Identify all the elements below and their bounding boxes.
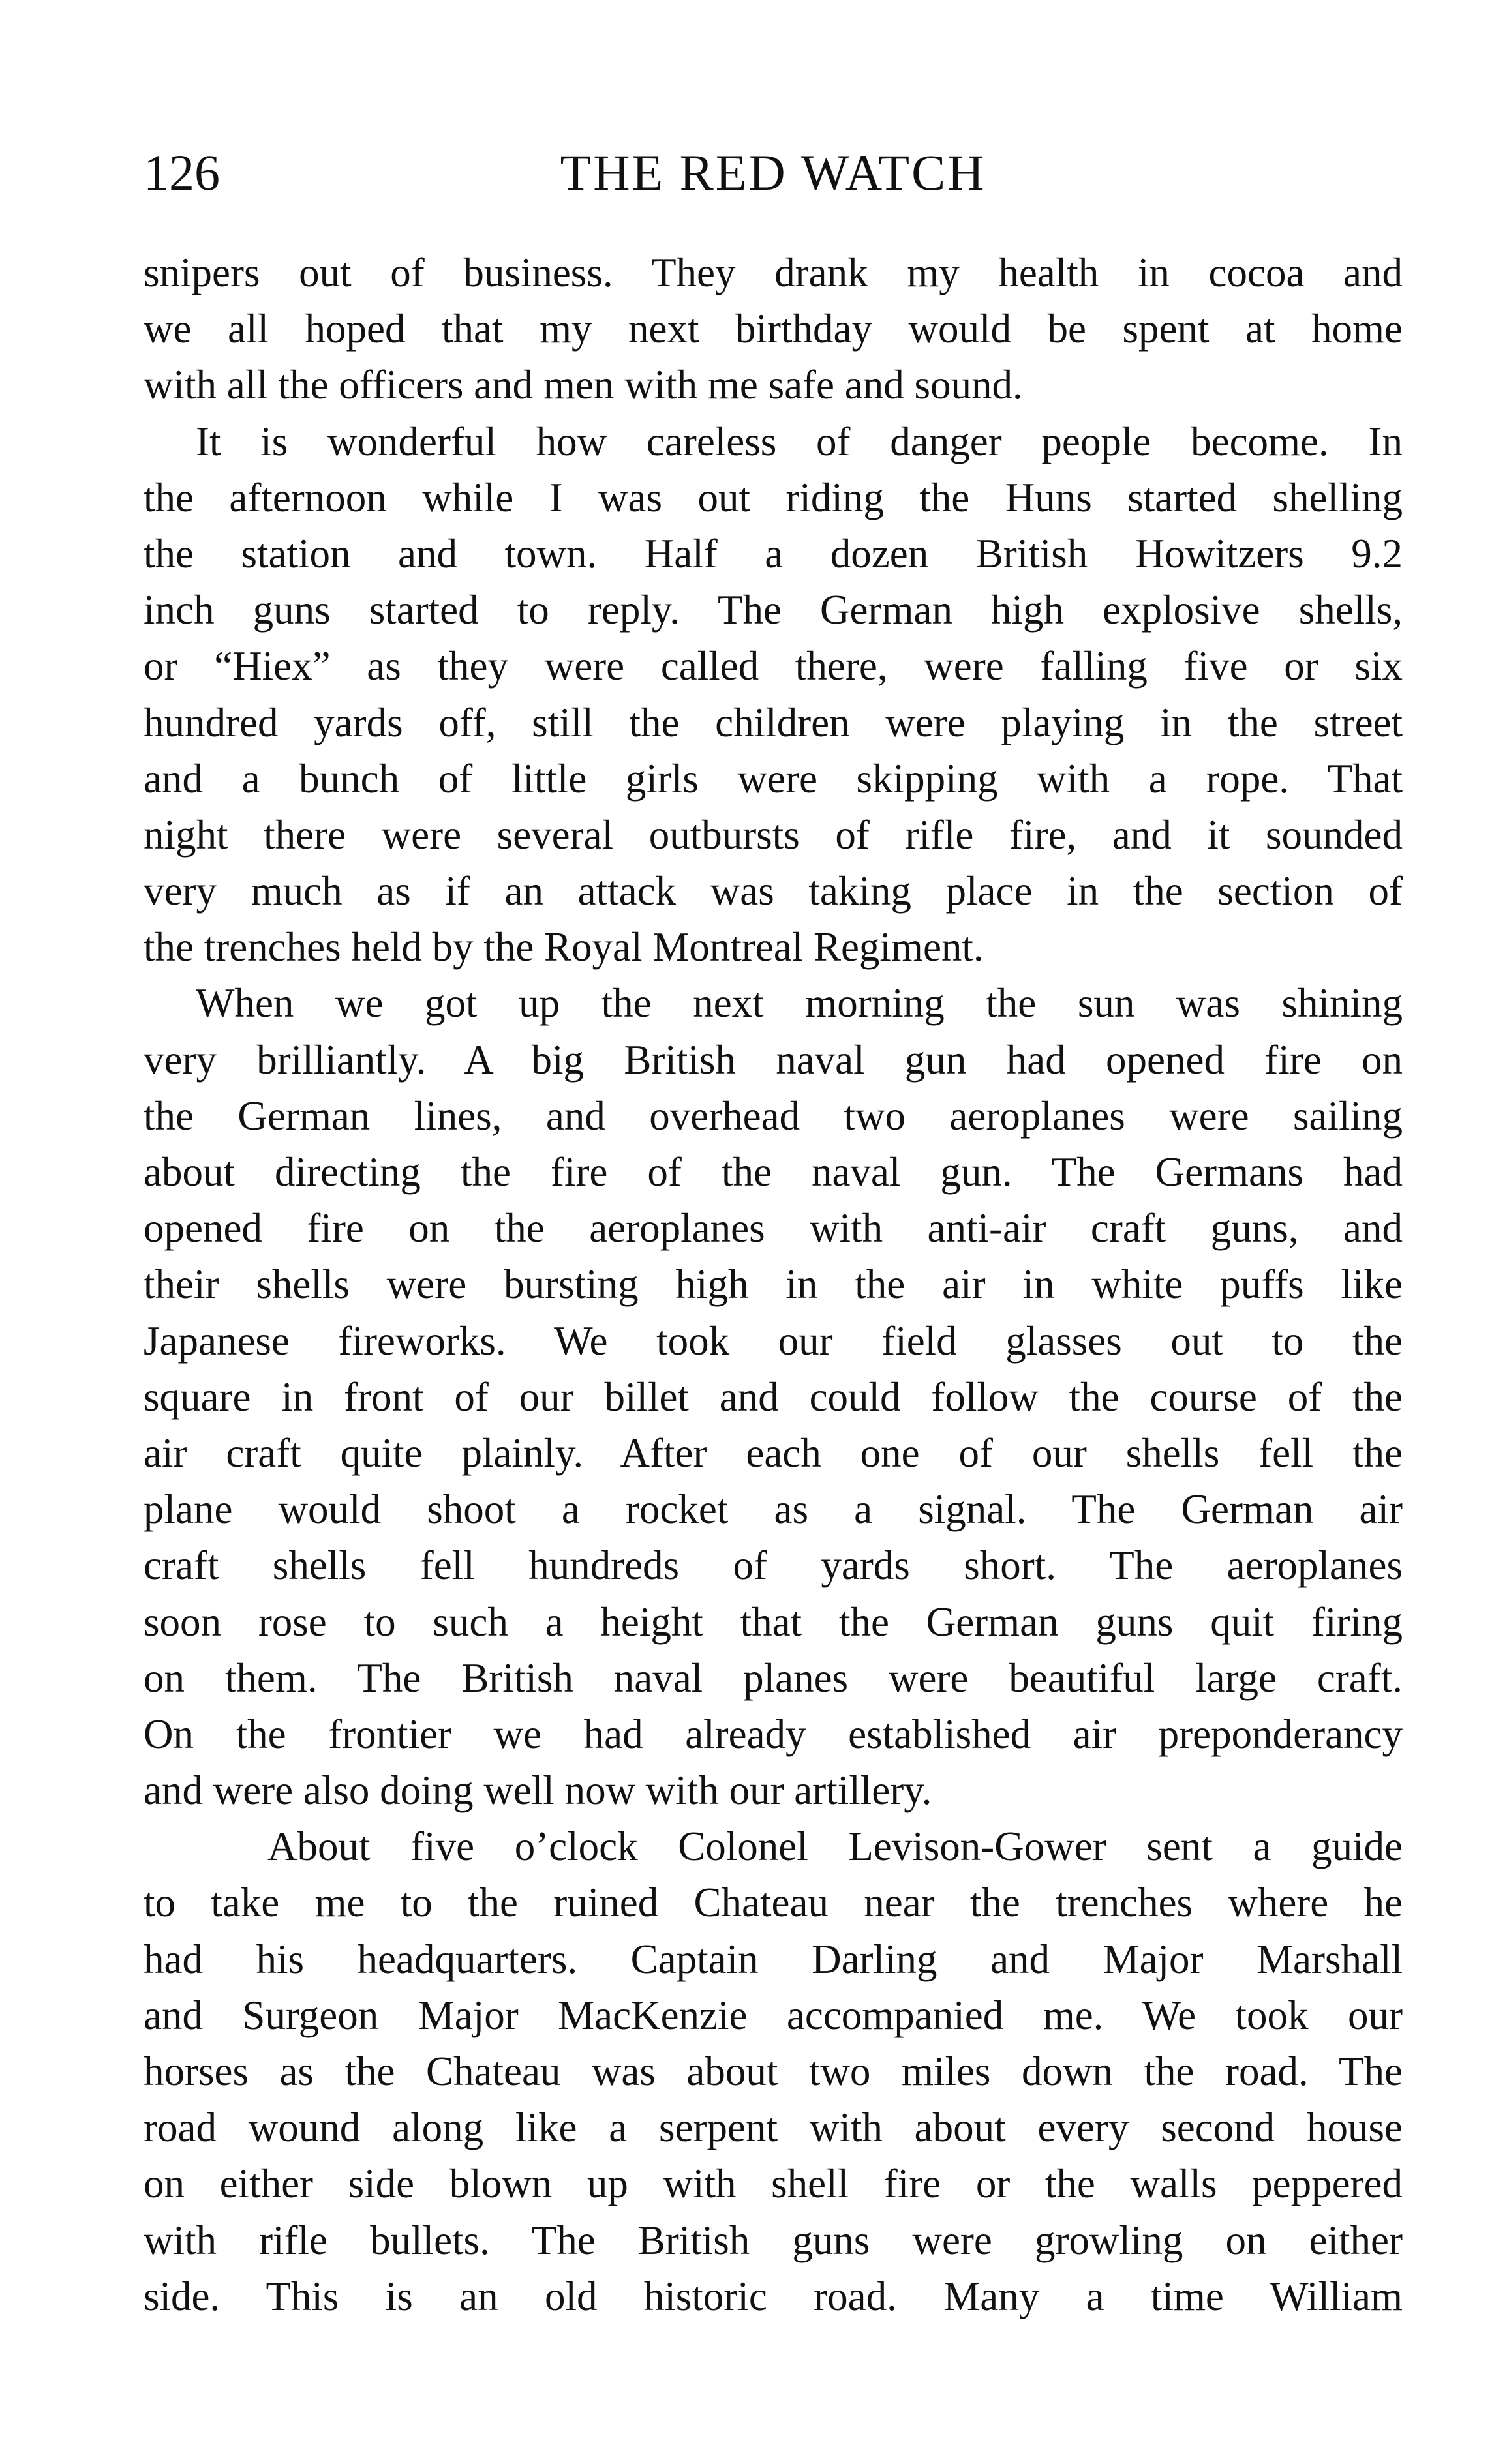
running-title: THE RED WATCH [560, 144, 986, 201]
text-line: about directing the fire of the naval gun. The Germans had [144, 1149, 1403, 1195]
page-header [144, 137, 1403, 209]
text-line: hundred yards off, still the children were playing in the street [144, 699, 1403, 745]
text-line: Japanese fireworks. We took our field glasses out to the [144, 1317, 1403, 1364]
text-line: night there were several outbursts of rifle fire, and it sounded [144, 811, 1403, 858]
text-line: When we got up the next morning the sun was shining [196, 980, 1403, 1027]
text-line: horses as the Chateau was about two miles down the road. The [144, 2049, 1403, 2094]
body-text [144, 245, 1403, 2324]
text-line: craft shells fell hundreds of yards short. The aeroplanes [144, 1542, 1403, 1589]
text-line: soon rose to such a height that the German guns quit firing [144, 1599, 1403, 1645]
text-line: with rifle bullets. The British guns were growling on either [144, 2217, 1403, 2263]
text-line: and a bunch of little girls were skipping with a rope. That [144, 755, 1403, 802]
text-line: the trenches held by the Royal Montreal Regiment. [144, 924, 984, 970]
text-line: very brilliantly. A big British naval gun had opened fire on [144, 1036, 1403, 1083]
text-line: air craft quite plainly. After each one of our shells fell the [144, 1430, 1403, 1476]
text-line: side. This is an old historic road. Many a time William [144, 2273, 1403, 2319]
text-line: we all hoped that my next birthday would be spent at home [144, 306, 1403, 352]
text-line: square in front of our billet and could follow the course of the [144, 1374, 1403, 1420]
text-line: inch guns started to reply. The German high explosive shells, [144, 587, 1403, 633]
text-line: road wound along like a serpent with about every second house [144, 2105, 1403, 2151]
text-line: their shells were bursting high in the air in white puffs like [144, 1261, 1403, 1308]
text-line: It is wonderful how careless of danger people become. In [196, 418, 1403, 464]
page-number: 126 [144, 144, 220, 201]
text-line: had his headquarters. Captain Darling and Major Marshall [144, 1936, 1403, 1982]
text-line: the German lines, and overhead two aeroplanes were sailing [144, 1092, 1403, 1139]
text-line: with all the officers and men with me safe and sound. [144, 362, 1023, 408]
text-line: on them. The British naval planes were beautiful large craft. [144, 1655, 1403, 1701]
text-line: to take me to the ruined Chateau near the trenches where he [144, 1880, 1403, 1926]
text-line: About five o’clock Colonel Levison-Gower sent a guide [267, 1824, 1403, 1870]
text-line: the afternoon while I was out riding the Huns started shelling [144, 474, 1403, 520]
text-line: opened fire on the aeroplanes with anti-air craft guns, and [144, 1205, 1403, 1252]
text-line: and Surgeon Major MacKenzie accompanied me. We took our [144, 1992, 1403, 2038]
text-line: the station and town. Half a dozen British Howitzers 9.2 [144, 530, 1403, 577]
text-line: on either side blown up with shell fire or the walls peppered [144, 2161, 1403, 2207]
text-line: snipers out of business. They drank my health in cocoa and [144, 250, 1403, 295]
text-line: or “Hiex” as they were called there, were falling five or six [144, 643, 1403, 689]
text-line: and were also doing well now with our artillery. [144, 1767, 932, 1814]
text-line: plane would shoot a rocket as a signal. The German air [144, 1486, 1403, 1533]
text-line: On the frontier we had already established air preponderancy [144, 1711, 1403, 1757]
text-line: very much as if an attack was taking place in the section of [144, 868, 1403, 914]
